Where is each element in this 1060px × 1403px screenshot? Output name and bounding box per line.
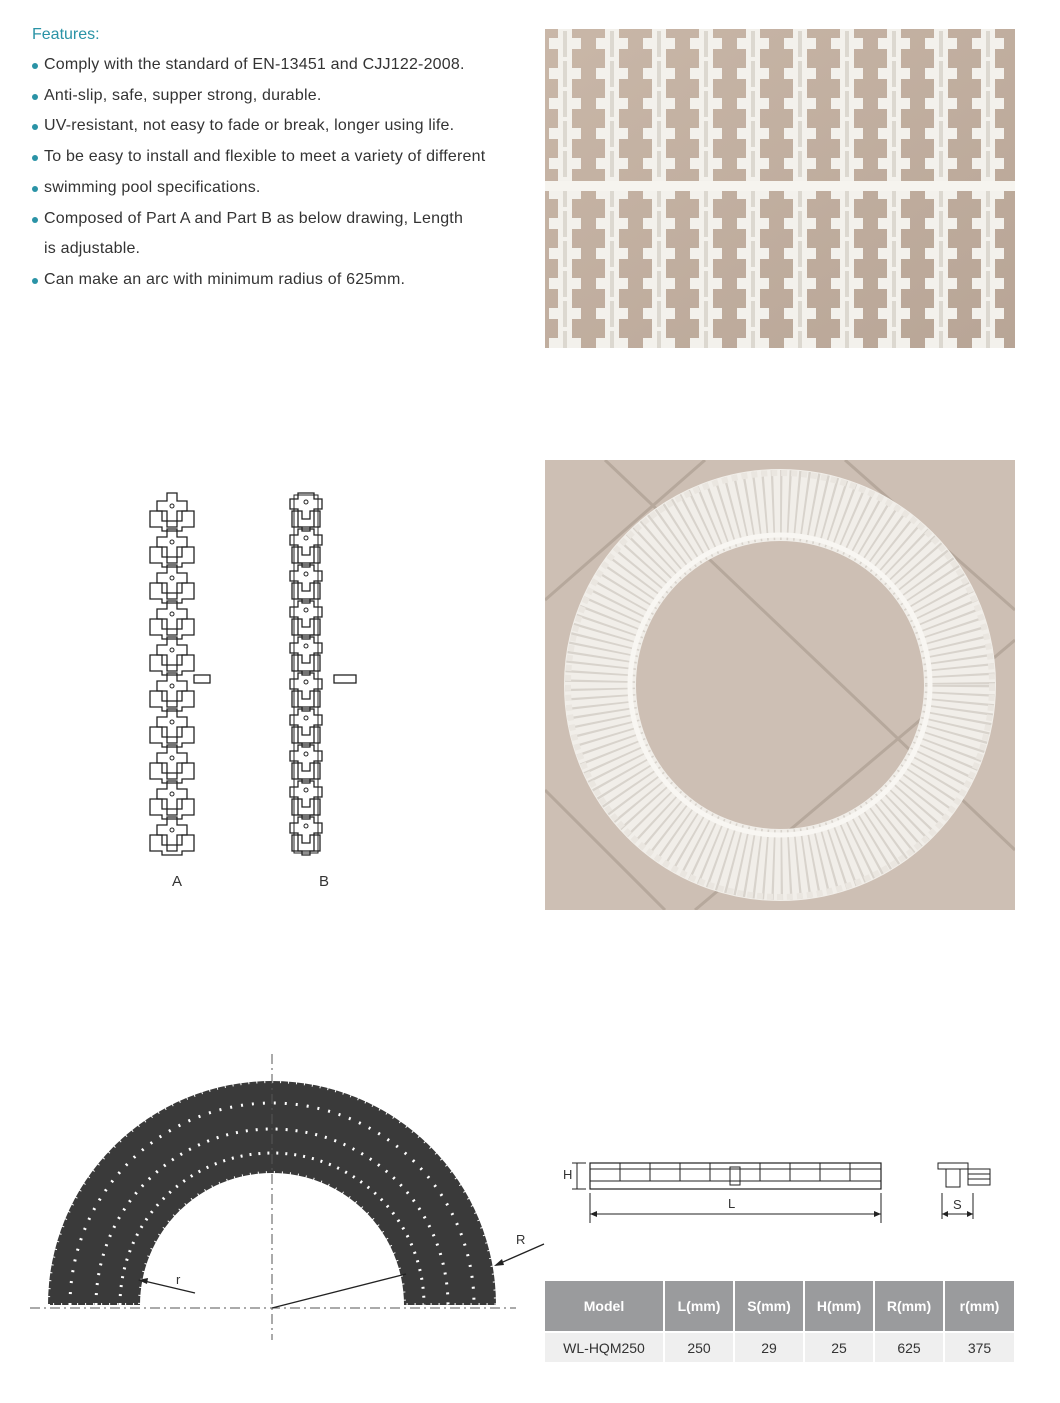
height-label: H [563,1167,573,1182]
parts-drawing [120,488,380,898]
dimension-drawing [560,1155,1000,1225]
header-inner-radius: r(mm) [944,1281,1014,1332]
bullet-icon [32,186,38,192]
feature-item: To be easy to install and flexible to meet a variety of different [32,142,522,173]
table-row [545,1332,1014,1362]
cell-outer-radius: 625 [874,1332,944,1362]
straight-grating-photo [545,29,1015,348]
outer-radius-label: R [516,1232,526,1247]
header-spacing: S(mm) [734,1281,804,1332]
table-header-row [545,1281,1014,1332]
spec-table [545,1281,1014,1362]
dimension-svg [560,1155,1000,1225]
arc-layout-svg [30,1050,550,1340]
bullet-icon [32,63,38,69]
features-list [32,50,522,296]
part-a-label: A [172,873,183,890]
feature-item: Anti-slip, safe, supper strong, durable. [32,81,522,112]
bullet-icon [32,278,38,284]
header-model: Model [545,1281,664,1332]
cell-height: 25 [804,1332,874,1362]
feature-item: Composed of Part A and Part B as below drawing, Length [32,204,522,235]
cell-length: 250 [664,1332,734,1362]
feature-item-continuation: is adjustable. [44,240,141,258]
header-outer-radius: R(mm) [874,1281,944,1332]
length-label: L [728,1196,736,1211]
features-title: Features: [32,26,100,43]
feature-item: Can make an arc with minimum radius of 625mm. [32,265,522,296]
part-b-label: B [319,873,330,890]
feature-item: Comply with the standard of EN-13451 and CJJ122-2008. [32,50,522,81]
parts-outline-svg [120,488,380,858]
feature-item: UV-resistant, not easy to fade or break, longer using life. [32,111,522,142]
bullet-icon [32,94,38,100]
spacing-label: S [953,1197,962,1212]
feature-item: swimming pool specifications. [32,173,522,204]
header-length: L(mm) [664,1281,734,1332]
cell-model: WL-HQM250 [545,1332,664,1362]
bullet-icon [32,155,38,161]
circular-grating-photo [545,460,1015,910]
bullet-icon [32,124,38,130]
header-height: H(mm) [804,1281,874,1332]
inner-radius-label: r [176,1272,181,1287]
cell-spacing: 29 [734,1332,804,1362]
arc-layout-drawing [30,1050,550,1340]
cell-inner-radius: 375 [944,1332,1014,1362]
bullet-icon [32,217,38,223]
